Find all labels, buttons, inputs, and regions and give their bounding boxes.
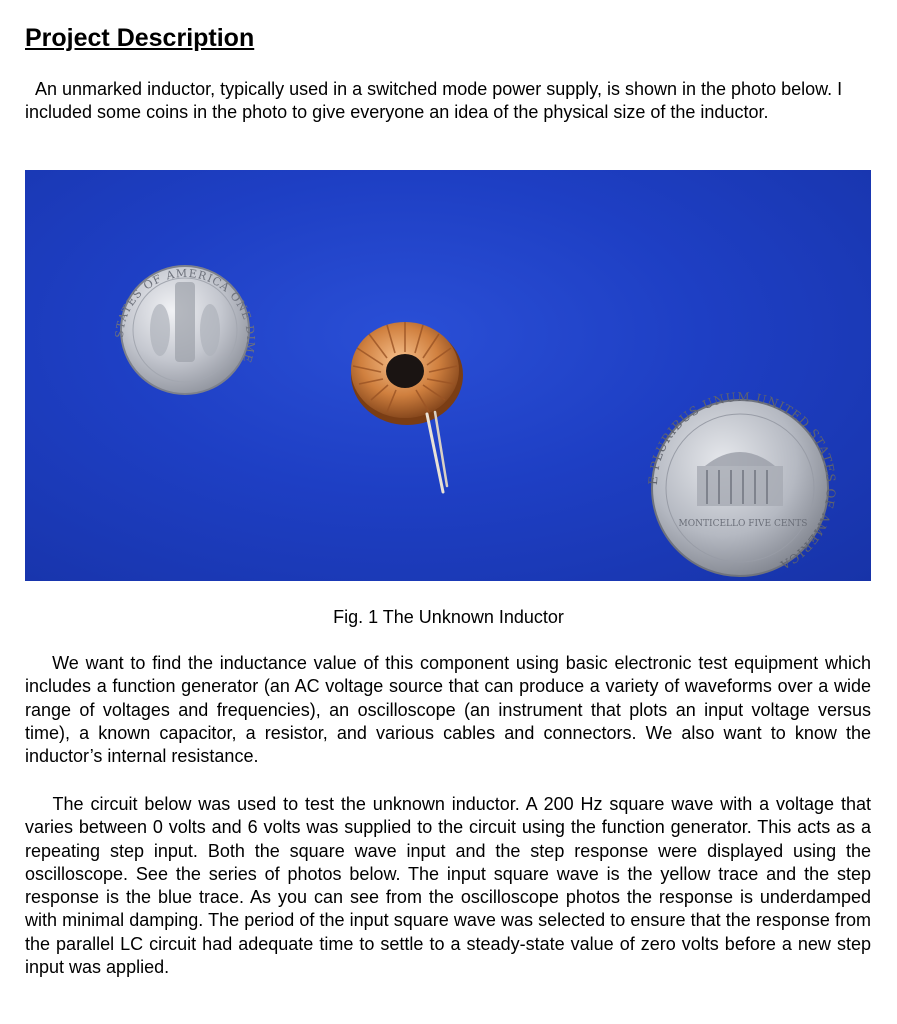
nickel-coin [646,390,838,576]
toroid-inductor [351,322,463,492]
paragraph-test-circuit: The circuit below was used to test the unknown inductor. A 200 Hz square wave with a voltage that varies between 0 volts and 6 volts was supplied to the circuit using the function generator. This acts as a repeating step input. Both the square wave input and the step response were displayed using the oscilloscope. See the series of photos below. The input square wave is the yellow trace and the step response is the blue trace. As you can see from the oscilloscope photos the response is underdamped with minimal damping. The period of the input square wave was selected to ensure that the response from the parallel LC circuit had adequate time to settle to a steady-state value of zero volts before a new step input was applied. [25,794,871,978]
inductor-photo [25,170,871,581]
dime-coin [113,266,257,394]
nickel-inscription: E PLURIBUS UNUM UNITED STATES OF AMERICA [645,389,839,573]
intro-paragraph: An unmarked inductor, typically used in a switched mode power supply, is shown in the photo below. I included some coins in the photo to give everyone an idea of the physical size of the inductor. [25,79,843,123]
nickel-small-inscription: MONTICELLO FIVE CENTS [678,519,808,529]
section-heading: Project Description [25,24,255,52]
figure-caption: Fig. 1 The Unknown Inductor [333,607,564,627]
dime-inscription: STATES OF AMERICA ONE DIME [112,266,258,365]
paragraph-goal: We want to find the inductance value of this component using basic electronic test equipment which includes a function generator (an AC voltage source that can produce a variety of waveforms over a wide range of voltages and frequencies), an oscilloscope (an instrument that plots an input voltage versus time), a known capacitor, a resistor, and various cables and connectors. We also want to know the inductor’s internal resistance. [25,653,871,767]
